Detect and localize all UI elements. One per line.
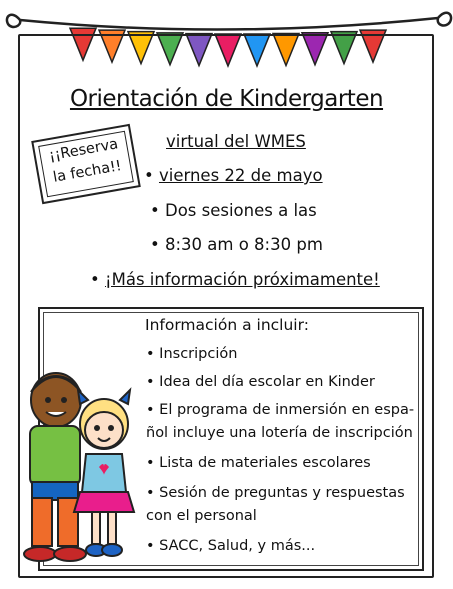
- bullet-icon: •: [90, 270, 105, 289]
- bullet-icon: •: [144, 166, 159, 185]
- stamp-line-1: ¡¡Reserva: [47, 136, 120, 165]
- list-item: • El programa de inmersión en espa-: [146, 402, 414, 418]
- more-info-line: • ¡Más información próximamente!: [90, 270, 380, 289]
- times-line: • 8:30 am o 8:30 pm: [150, 235, 323, 254]
- list-item: • Lista de materiales escolares: [146, 455, 371, 471]
- boy-illustration: [24, 373, 86, 561]
- bow-left-icon: [7, 15, 20, 27]
- children-illustration: [16, 362, 136, 572]
- stamp-line-2: la fecha!!: [51, 157, 123, 186]
- bow-right-icon: [438, 13, 451, 26]
- list-item-continued: ñol incluye una lotería de inscripción: [146, 425, 413, 441]
- list-item: • SACC, Salud, y más...: [146, 538, 315, 554]
- list-item: • Idea del día escolar en Kinder: [146, 374, 375, 390]
- date-line: • viernes 22 de mayo: [144, 166, 323, 185]
- virtual-line: virtual del WMES: [166, 132, 306, 151]
- girl-illustration: [74, 390, 134, 556]
- info-heading: Información a incluir:: [145, 316, 309, 334]
- sessions-line: • Dos sesiones a las: [150, 201, 317, 220]
- list-item-continued: con el personal: [146, 508, 257, 524]
- list-item: • Inscripción: [146, 346, 237, 362]
- list-item: • Sesión de preguntas y respuestas: [146, 485, 405, 501]
- page-title: Orientación de Kindergarten: [69, 86, 384, 112]
